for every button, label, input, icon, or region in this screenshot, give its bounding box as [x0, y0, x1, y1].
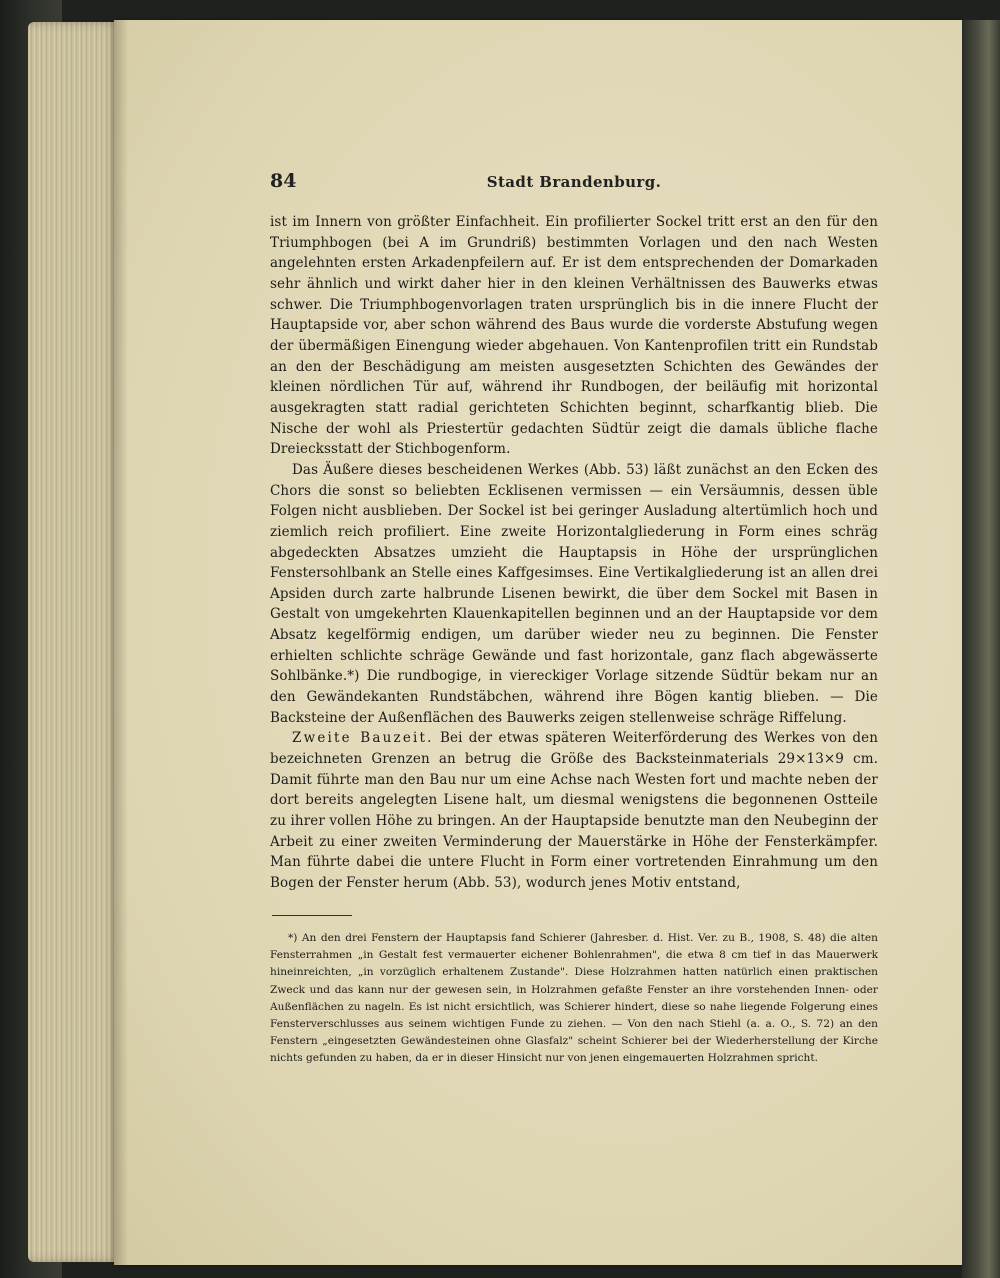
facing-page-edge [962, 20, 1000, 1278]
footnote-rule [272, 915, 352, 916]
paragraph-2: Das Äußere dieses bescheidenen Werkes (Abb. 53) läßt zunächst an den Ecken des Chors die sonst so beliebten Ecklisenen vermissen — ein Versäumnis, dessen üble Folgen nicht ausblieben. Der Sockel ist bei geringer Ausladung altertümlich hoch und ziemlich reich profiliert. Eine zweite Horizontalgliederung in Form eines schräg abgedeckten Absatzes umzieht die Hauptapsis in Höhe der ursprünglichen Fenstersohlbank an Stelle eines Kaffgesimses. Eine Vertikalgliederung ist an allen drei Apsiden durch zarte halbrunde Lisenen bewirkt, die über dem Sockel mit Basen in Gestalt von umgekehrten Klauenkapitellen beginnen und an der Hauptapside vor dem Absatz kegelförmig endigen, um darüber wieder neu zu beginnen. Die Fenster erhielten schlichte schräge Gewände und fast horizontale, ganz flach abgewässerte Sohlbänke.*) Die rundbogige, in viereckiger Vorlage sitzende Südtür bekam nur an den Gewändekanten Rundstäbchen, während ihre Bögen kantig blieben. — Die Backsteine der Außenflächen des Bauwerks zeigen stellenweise schräge Riffelung. [270, 461, 878, 726]
footnote-text: *) An den drei Fenstern der Hauptapsis fand Schierer (Jahresber. d. Hist. Ver. zu B., 1908, S. 48) die alten Fensterrahmen „in Gestalt fest vermauerter eichener Bohlenrahmen", die etwa 8 cm tief in das Mauerwerk hineinreichten, „in vorzüglich erhaltenem Zustande". Diese Holzrahmen hatten natürlich einen praktischen Zweck und das kann nur der gewesen sein, in Holzrahmen gefaßte Fenster an ihre vorstehenden Innen- oder Außenflächen zu nageln. Es ist nicht ersichtlich, was Schierer hindert, diese so nahe liegende Folgerung eines Fensterverschlusses aus seinem wichtigen Funde zu ziehen. — Von den nach Stiehl (a. a. O., S. 72) an den Fenstern „eingesetzten Gewändesteinen ohne Glasfalz" scheint Schierer bei der Wiederherstellung der Kirche nichts gefunden zu haben, da er in dieser Hinsicht nur von jenen eingemauerten Holzrahmen spricht. [270, 932, 878, 1065]
section-heading: Zweite Bauzeit. [292, 730, 434, 747]
paragraph-1: ist im Innern von größter Einfachheit. Ein profilierter Sockel tritt erst an den für den Triumphbogen (bei A im Grundriß) bestimmten Vorlagen und den nach Westen angelehnten ersten Arkadenpfeilern auf. Er ist dem entsprechenden der Domarkaden sehr ähnlich und wirkt daher hier in den kleinen Verhältnissen des Bauwerks etwas schwer. Die Triumphbogenvorlagen traten ursprünglich bis in die innere Flucht der Hauptapside vor, aber schon während des Baus wurde die vorderste Abstufung wegen der übermäßigen Einengung wieder abgehauen. Von Kantenprofilen tritt ein Rundstab an den der Beschädigung am meisten ausgesetzten Schichten des Gewändes der kleinen nördlichen Tür auf, während ihr Rundbogen, der beiläufig mit horizontal ausgekragten statt radial gerichteten Schichten beginnt, scharfkantig blieb. Die Nische der wohl als Priestertür gedachten Südtür zeigt die damals übliche flache Dreiecksstatt der Stichbogenform. [270, 214, 878, 458]
page-header [270, 170, 878, 198]
page-gutter-shadow [114, 20, 128, 1265]
page-number: 84 [270, 170, 297, 192]
footnote [270, 930, 878, 1068]
page-stack-edge [28, 22, 120, 1262]
paragraph-3-text: Bei der etwas späteren Weiterförderung des Werkes von den bezeichneten Grenzen an betrug die Größe des Backsteinmaterials 29×13×9 cm. Damit führte man den Bau nur um eine Achse nach Westen fort und machte neben der dort bereits angelegten Lisene halt, um diesmal wenigstens die begonnenen Ostteile zu ihrer vollen Höhe zu bringen. An der Hauptapside benutzte man den Neubeginn der Arbeit zu einer zweiten Verminderung der Mauerstärke in Höhe der Fensterkämpfer. Man führte dabei die untere Flucht in Form einer vortretenden Einrahmung um den Bogen der Fenster herum (Abb. 53), wodurch jenes Motiv entstand, [270, 730, 879, 891]
running-head: Stadt Brandenburg. [486, 173, 662, 191]
main-text [270, 212, 878, 894]
paragraph-3 [270, 728, 878, 893]
